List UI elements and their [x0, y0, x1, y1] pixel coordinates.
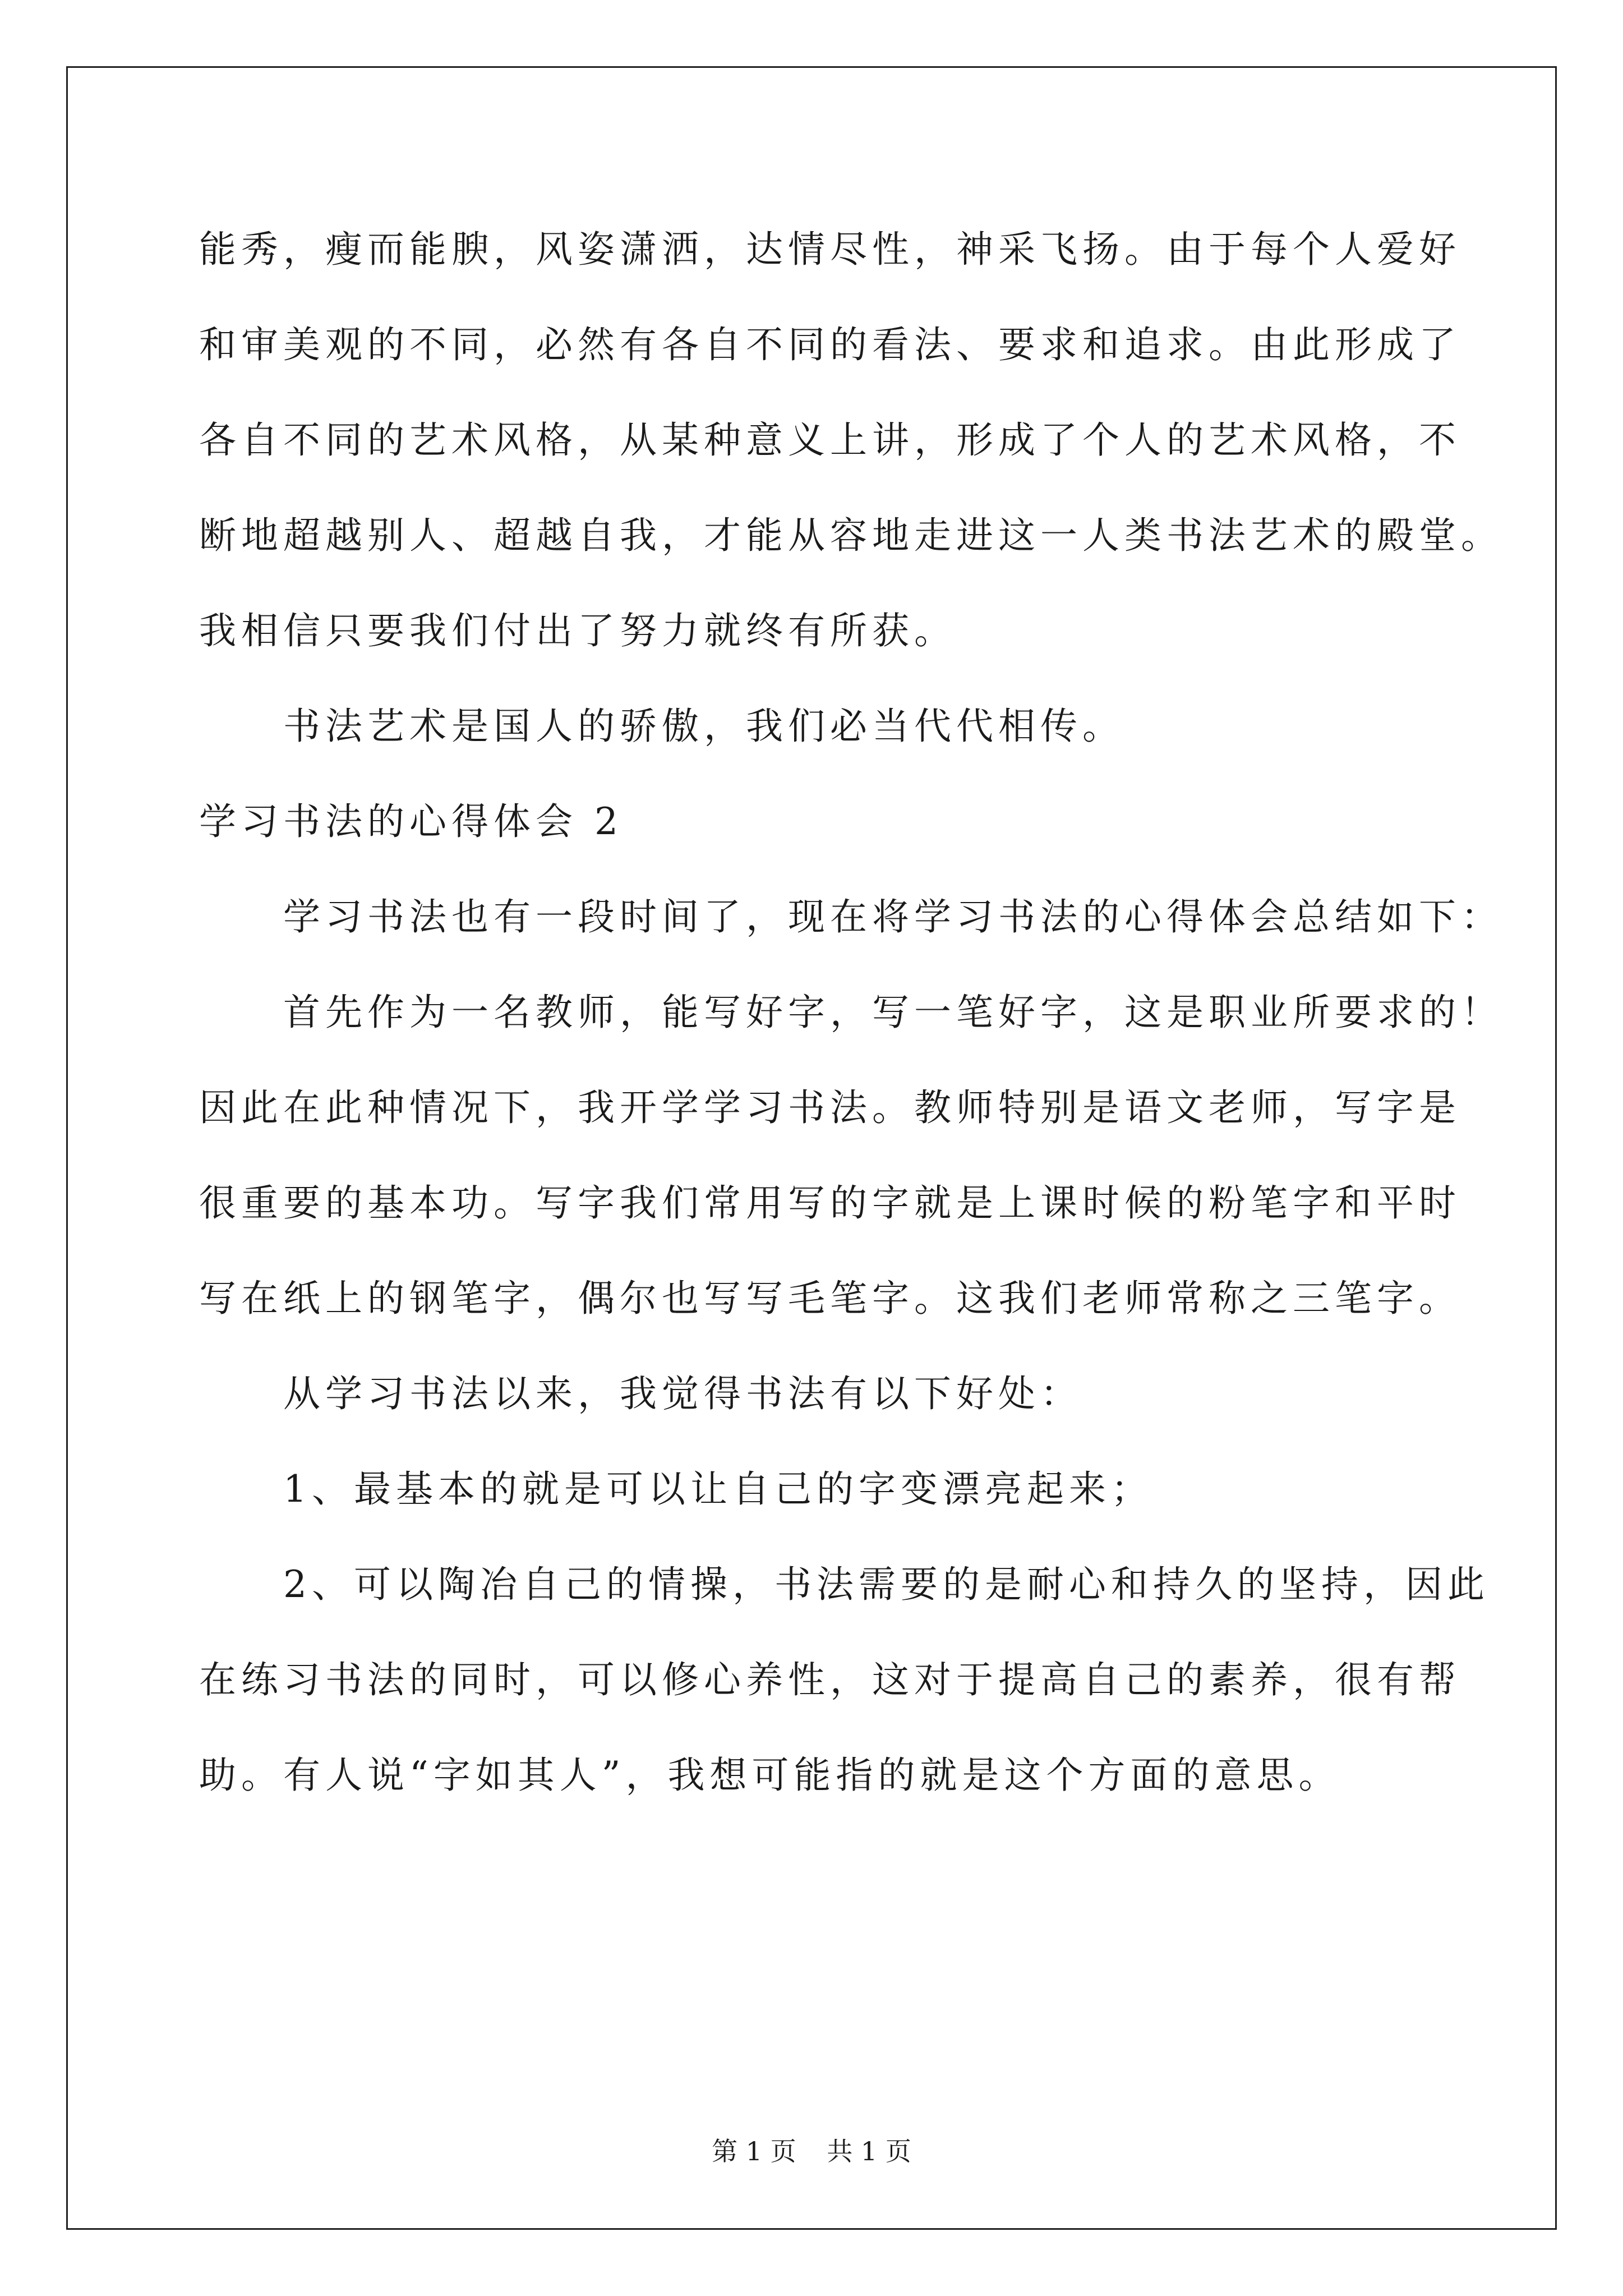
page-footer — [0, 2134, 1623, 2168]
paragraph-line: 很重要的基本功。写字我们常用写的字就是上课时候的粉笔字和平时 — [199, 1181, 1461, 1225]
paragraph-line: 和审美观的不同，必然有各自不同的看法、要求和追求。由此形成了 — [199, 323, 1461, 366]
paragraph-line: 学习书法也有一段时间了，现在将学习书法的心得体会总结如下： — [283, 895, 1503, 938]
paragraph-line: 助。有人说“字如其人”，我想可能指的就是这个方面的意思。 — [199, 1754, 1341, 1797]
paragraph-line: 写在纸上的钢笔字，偶尔也写写毛笔字。这我们老师常称之三笔字。 — [199, 1277, 1461, 1320]
paragraph-line: 书法艺术是国人的骄傲，我们必当代代相传。 — [283, 705, 1124, 748]
paragraph-line: 各自不同的艺术风格，从某种意义上讲，形成了个人的艺术风格，不 — [199, 418, 1461, 462]
paragraph-line: 因此在此种情况下，我开学学习书法。教师特别是语文老师，写字是 — [199, 1086, 1461, 1129]
page-border — [66, 66, 1557, 2230]
total-pages: 共 1 页 — [827, 2136, 911, 2166]
paragraph-line: 从学习书法以来，我觉得书法有以下好处： — [283, 1372, 1082, 1415]
paragraph-line: 首先作为一名教师，能写好字，写一笔好字，这是职业所要求的！ — [283, 991, 1503, 1034]
paragraph-line: 我相信只要我们付出了努力就终有所获。 — [199, 609, 956, 652]
list-item: 2、可以陶冶自己的情操，书法需要的是耐心和持久的坚持，因此 — [283, 1563, 1490, 1606]
page-number: 第 1 页 — [712, 2136, 796, 2166]
section-heading: 学习书法的心得体会 2 — [199, 800, 623, 843]
paragraph-line: 在练习书法的同时，可以修心养性，这对于提高自己的素养，很有帮 — [199, 1658, 1461, 1701]
paragraph-line: 断地超越别人、超越自我，才能从容地走进这一人类书法艺术的殿堂。 — [199, 514, 1503, 557]
list-item: 1、最基本的就是可以让自己的字变漂亮起来； — [283, 1467, 1153, 1511]
paragraph-line: 能秀，瘦而能腴，风姿潇洒，达情尽性，神采飞扬。由于每个人爱好 — [199, 228, 1461, 271]
